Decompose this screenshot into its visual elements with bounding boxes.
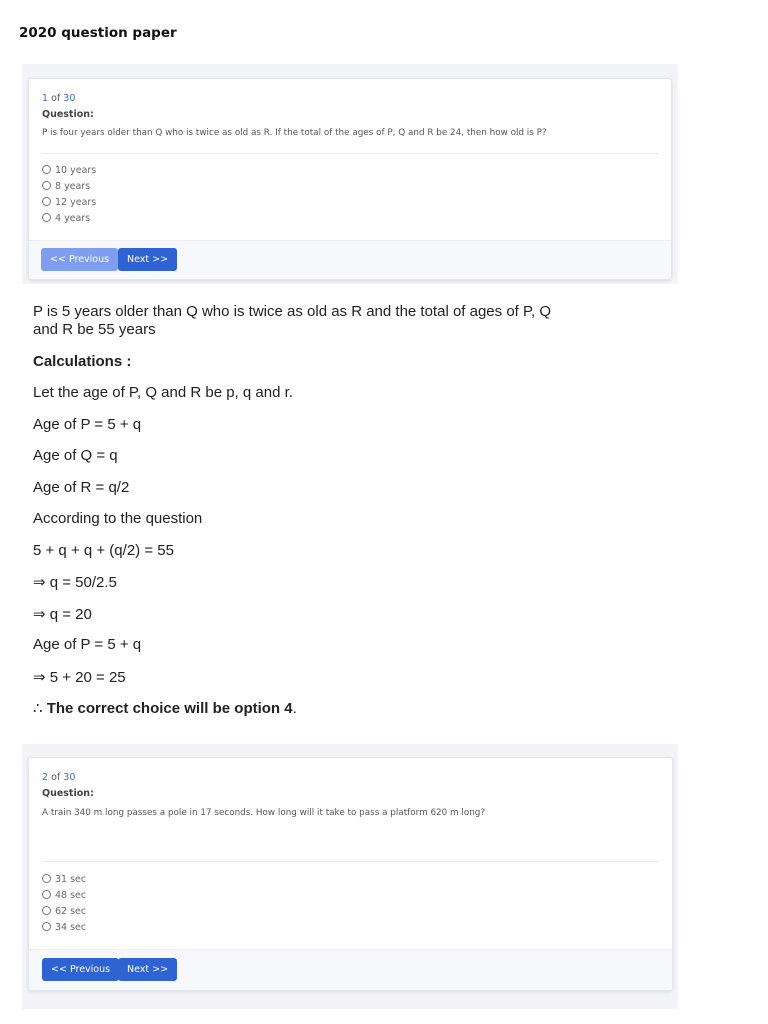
radio-icon[interactable] [42, 181, 51, 190]
solution-step: Age of P = 5 + q [33, 636, 142, 653]
page-title: 2020 question paper [19, 25, 177, 41]
solution-step: Age of R = q/2 [33, 479, 130, 496]
solution-step: According to the question [33, 510, 203, 527]
option-label: 48 sec [55, 890, 87, 901]
question-counter [42, 93, 75, 104]
option-2[interactable] [42, 890, 86, 901]
option-1[interactable] [42, 165, 96, 176]
question-footer [29, 949, 672, 990]
question-text: A train 340 m long passes a pole in 17 seconds. How long will it take to pass a platform 620 m long? [42, 808, 486, 818]
therefore-symbol: ∴ [33, 700, 43, 717]
question-total: 30 [63, 772, 76, 783]
question-1-card [28, 78, 672, 280]
option-1[interactable] [42, 874, 86, 885]
solution-intro-line-1: P is 5 years older than Q who is twice as old as R and the total of ages of P, Q [33, 303, 552, 320]
question-of: of [51, 93, 61, 104]
option-2[interactable] [42, 181, 90, 192]
radio-icon[interactable] [42, 197, 51, 206]
option-4[interactable] [42, 213, 90, 224]
option-label: 12 years [55, 197, 97, 208]
option-label: 34 sec [55, 922, 87, 933]
option-label: 62 sec [55, 906, 87, 917]
solution-step: ⇒ q = 20 [33, 606, 92, 623]
question-index: 2 [42, 772, 49, 783]
radio-icon[interactable] [42, 890, 51, 899]
solution-step: Age of Q = q [33, 447, 118, 464]
conclusion-period: . [292, 700, 297, 717]
question-of: of [51, 772, 61, 783]
calculations-heading: Calculations : [33, 353, 132, 370]
question-text: P is four years older than Q who is twice as old as R. If the total of the ages of P, Q and R be 24, then how old is P? [42, 128, 547, 138]
question-2-card [28, 757, 673, 991]
option-label: 10 years [55, 165, 97, 176]
radio-icon[interactable] [42, 165, 51, 174]
divider [42, 153, 658, 154]
solution-conclusion [33, 699, 297, 717]
question-counter [42, 772, 75, 783]
option-3[interactable] [42, 197, 96, 208]
next-button[interactable]: Next >> [118, 248, 177, 271]
question-1-panel [22, 64, 678, 284]
option-3[interactable] [42, 906, 86, 917]
radio-icon[interactable] [42, 922, 51, 931]
option-4[interactable] [42, 922, 86, 933]
solution-intro-line-2: and R be 55 years [33, 321, 156, 338]
question-2-panel [22, 744, 678, 1009]
solution-step: Age of P = 5 + q [33, 416, 142, 433]
option-label: 4 years [55, 213, 91, 224]
previous-button[interactable]: << Previous [42, 958, 119, 981]
question-label: Question: [42, 788, 94, 799]
solution-step: Let the age of P, Q and R be p, q and r. [33, 384, 293, 401]
question-index: 1 [42, 93, 49, 104]
radio-icon[interactable] [42, 906, 51, 915]
solution-step: 5 + q + q + (q/2) = 55 [33, 542, 174, 559]
conclusion-text: The correct choice will be option 4 [46, 700, 293, 717]
option-label: 31 sec [55, 874, 87, 885]
next-button[interactable]: Next >> [118, 958, 177, 981]
option-label: 8 years [55, 181, 91, 192]
previous-button[interactable]: << Previous [41, 248, 118, 271]
question-total: 30 [63, 93, 76, 104]
question-label: Question: [42, 109, 94, 120]
solution-step: ⇒ q = 50/2.5 [33, 574, 117, 591]
radio-icon[interactable] [42, 213, 51, 222]
solution-step: ⇒ 5 + 20 = 25 [33, 669, 126, 686]
radio-icon[interactable] [42, 874, 51, 883]
divider [42, 861, 659, 862]
question-footer [29, 240, 671, 279]
